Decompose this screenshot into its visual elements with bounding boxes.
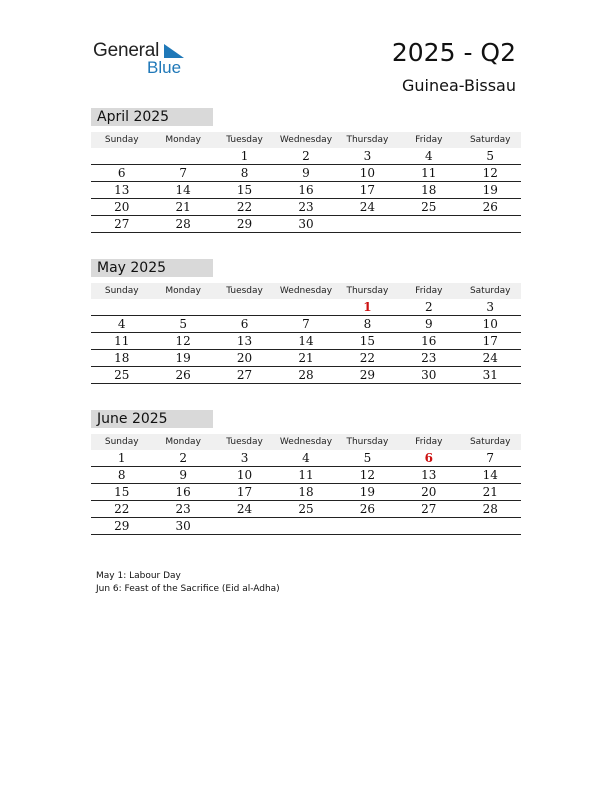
day-cell: 11 xyxy=(421,166,437,180)
day-cell: 10 xyxy=(359,166,376,180)
day-cell: 22 xyxy=(114,502,130,516)
day-cell: 7 xyxy=(302,317,310,331)
week-row xyxy=(91,484,521,501)
day-cell: 25 xyxy=(421,200,437,214)
day-cell: 14 xyxy=(482,468,498,482)
weekday-label: Friday xyxy=(415,286,443,296)
week-row xyxy=(91,182,521,199)
holiday-day-cell: 6 xyxy=(424,451,433,465)
day-cell: 16 xyxy=(298,183,314,197)
weekday-label: Sunday xyxy=(104,437,139,447)
week-row xyxy=(91,501,521,518)
day-cell: 13 xyxy=(236,334,253,348)
logo-text-blue: Blue xyxy=(147,58,182,77)
day-cell: 28 xyxy=(298,368,314,382)
day-cell xyxy=(337,518,398,534)
day-cell: 19 xyxy=(482,183,498,197)
day-cell: 17 xyxy=(236,485,253,499)
day-cell: 30 xyxy=(298,217,314,231)
day-cell: 25 xyxy=(298,502,314,516)
day-cell: 18 xyxy=(114,351,130,365)
day-cell: 8 xyxy=(240,166,249,180)
week-row xyxy=(91,333,521,350)
month-calendar xyxy=(91,108,521,233)
day-cell: 22 xyxy=(236,200,253,214)
holiday-day-cell: 1 xyxy=(363,300,372,314)
day-cell xyxy=(460,518,521,534)
weekday-label: Wednesday xyxy=(279,135,333,145)
day-cell: 13 xyxy=(421,468,437,482)
week-row xyxy=(91,316,521,333)
day-cell xyxy=(275,299,336,315)
day-cell: 21 xyxy=(482,485,498,499)
day-cell: 24 xyxy=(359,200,376,214)
day-cell: 9 xyxy=(425,317,433,331)
weekday-label: Thursday xyxy=(346,286,389,296)
day-cell: 7 xyxy=(486,451,495,465)
day-cell xyxy=(275,518,336,534)
weekday-header xyxy=(91,434,521,450)
day-cell: 20 xyxy=(236,351,253,365)
day-cell: 4 xyxy=(117,317,126,331)
day-cell: 24 xyxy=(482,351,498,365)
day-cell: 6 xyxy=(240,317,249,331)
day-cell xyxy=(152,299,213,315)
day-cell xyxy=(337,216,398,232)
logo-triangle-icon xyxy=(162,44,184,58)
day-cell: 26 xyxy=(359,502,376,516)
country-name: Guinea-Bissau xyxy=(401,76,516,95)
day-cell: 8 xyxy=(117,468,126,482)
month-calendar xyxy=(91,410,521,535)
holiday-note: May 1: Labour Day xyxy=(96,571,181,581)
weekday-label: Sunday xyxy=(104,135,139,145)
month-label: June 2025 xyxy=(91,410,213,428)
weekday-label: Wednesday xyxy=(279,437,333,447)
weekday-label: Tuesday xyxy=(226,135,263,145)
weekday-label: Saturday xyxy=(469,135,511,145)
day-cell: 12 xyxy=(175,334,191,348)
weekday-label: Monday xyxy=(165,437,201,447)
weekday-label: Sunday xyxy=(104,286,139,296)
weekday-label: Friday xyxy=(415,135,443,145)
day-cell: 13 xyxy=(114,183,130,197)
day-cell xyxy=(398,216,459,232)
day-cell: 5 xyxy=(179,317,187,331)
weekday-label: Monday xyxy=(165,286,201,296)
day-cell: 17 xyxy=(482,334,498,348)
day-cell: 23 xyxy=(175,502,191,516)
day-cell: 17 xyxy=(359,183,376,197)
day-cell: 1 xyxy=(117,451,126,465)
day-cell: 12 xyxy=(359,468,376,482)
weekday-label: Saturday xyxy=(469,437,511,447)
logo-text-general: General xyxy=(93,40,160,61)
day-cell: 9 xyxy=(179,468,187,482)
day-cell: 8 xyxy=(363,317,372,331)
day-cell: 26 xyxy=(482,200,498,214)
day-cell: 21 xyxy=(298,351,314,365)
day-cell: 22 xyxy=(359,351,376,365)
day-cell: 5 xyxy=(486,149,495,163)
day-cell: 27 xyxy=(236,368,253,382)
day-cell: 29 xyxy=(359,368,376,382)
day-cell xyxy=(460,216,521,232)
week-row xyxy=(91,299,521,316)
week-row xyxy=(91,450,521,467)
day-cell: 24 xyxy=(236,502,253,516)
weekday-label: Tuesday xyxy=(226,437,263,447)
day-cell: 27 xyxy=(421,502,437,516)
week-row xyxy=(91,199,521,216)
week-row xyxy=(91,148,521,165)
week-row xyxy=(91,367,521,384)
day-cell: 27 xyxy=(114,217,130,231)
day-cell: 18 xyxy=(421,183,437,197)
weekday-header xyxy=(91,132,521,148)
day-cell: 23 xyxy=(298,200,314,214)
day-cell: 28 xyxy=(482,502,498,516)
day-cell: 30 xyxy=(175,519,191,533)
day-cell: 30 xyxy=(421,368,437,382)
week-row xyxy=(91,165,521,182)
day-cell: 2 xyxy=(425,300,433,314)
month-label: May 2025 xyxy=(91,259,213,277)
week-row xyxy=(91,518,521,535)
weekday-label: Monday xyxy=(165,135,201,145)
day-cell: 10 xyxy=(482,317,498,331)
day-cell: 23 xyxy=(421,351,437,365)
day-cell: 11 xyxy=(114,334,130,348)
month-label: April 2025 xyxy=(91,108,213,126)
holiday-note: Jun 6: Feast of the Sacrifice (Eid al-Adha) xyxy=(96,584,280,594)
day-cell xyxy=(91,299,152,315)
day-cell: 16 xyxy=(175,485,191,499)
day-cell: 26 xyxy=(175,368,191,382)
week-row xyxy=(91,350,521,367)
day-cell: 12 xyxy=(482,166,498,180)
weekday-label: Saturday xyxy=(469,286,511,296)
day-cell: 2 xyxy=(302,149,310,163)
day-cell: 15 xyxy=(236,183,253,197)
day-cell: 28 xyxy=(175,217,191,231)
weekday-label: Thursday xyxy=(346,437,389,447)
day-cell: 3 xyxy=(240,451,249,465)
day-cell: 19 xyxy=(359,485,376,499)
day-cell: 4 xyxy=(425,149,433,163)
holiday-list xyxy=(96,570,280,596)
weekday-label: Tuesday xyxy=(226,286,263,296)
day-cell: 20 xyxy=(114,200,130,214)
day-cell xyxy=(91,148,152,164)
day-cell: 14 xyxy=(298,334,314,348)
day-cell xyxy=(398,518,459,534)
day-cell: 14 xyxy=(175,183,191,197)
page-title: 2025 - Q2 xyxy=(391,38,516,67)
day-cell: 16 xyxy=(421,334,437,348)
generalblue-logo xyxy=(93,40,203,80)
weekday-label: Thursday xyxy=(346,135,389,145)
day-cell: 1 xyxy=(240,149,249,163)
day-cell xyxy=(214,299,275,315)
day-cell: 25 xyxy=(114,368,130,382)
day-cell: 20 xyxy=(421,485,437,499)
weekday-label: Wednesday xyxy=(279,286,333,296)
day-cell: 31 xyxy=(482,368,498,382)
day-cell: 3 xyxy=(486,300,495,314)
weekday-header xyxy=(91,283,521,299)
weekday-label: Friday xyxy=(415,437,443,447)
day-cell: 5 xyxy=(363,451,372,465)
day-cell xyxy=(214,518,275,534)
day-cell: 19 xyxy=(175,351,191,365)
day-cell: 29 xyxy=(114,519,130,533)
day-cell: 9 xyxy=(302,166,310,180)
day-cell: 15 xyxy=(359,334,376,348)
day-cell: 3 xyxy=(363,149,372,163)
day-cell xyxy=(152,148,213,164)
day-cell: 18 xyxy=(298,485,314,499)
day-cell: 29 xyxy=(236,217,253,231)
week-row xyxy=(91,467,521,484)
day-cell: 2 xyxy=(179,451,187,465)
day-cell: 6 xyxy=(117,166,126,180)
day-cell: 21 xyxy=(175,200,191,214)
day-cell: 15 xyxy=(114,485,130,499)
day-cell: 11 xyxy=(298,468,314,482)
week-row xyxy=(91,216,521,233)
month-calendar xyxy=(91,259,521,384)
day-cell: 10 xyxy=(236,468,253,482)
day-cell: 4 xyxy=(302,451,310,465)
day-cell: 7 xyxy=(179,166,187,180)
